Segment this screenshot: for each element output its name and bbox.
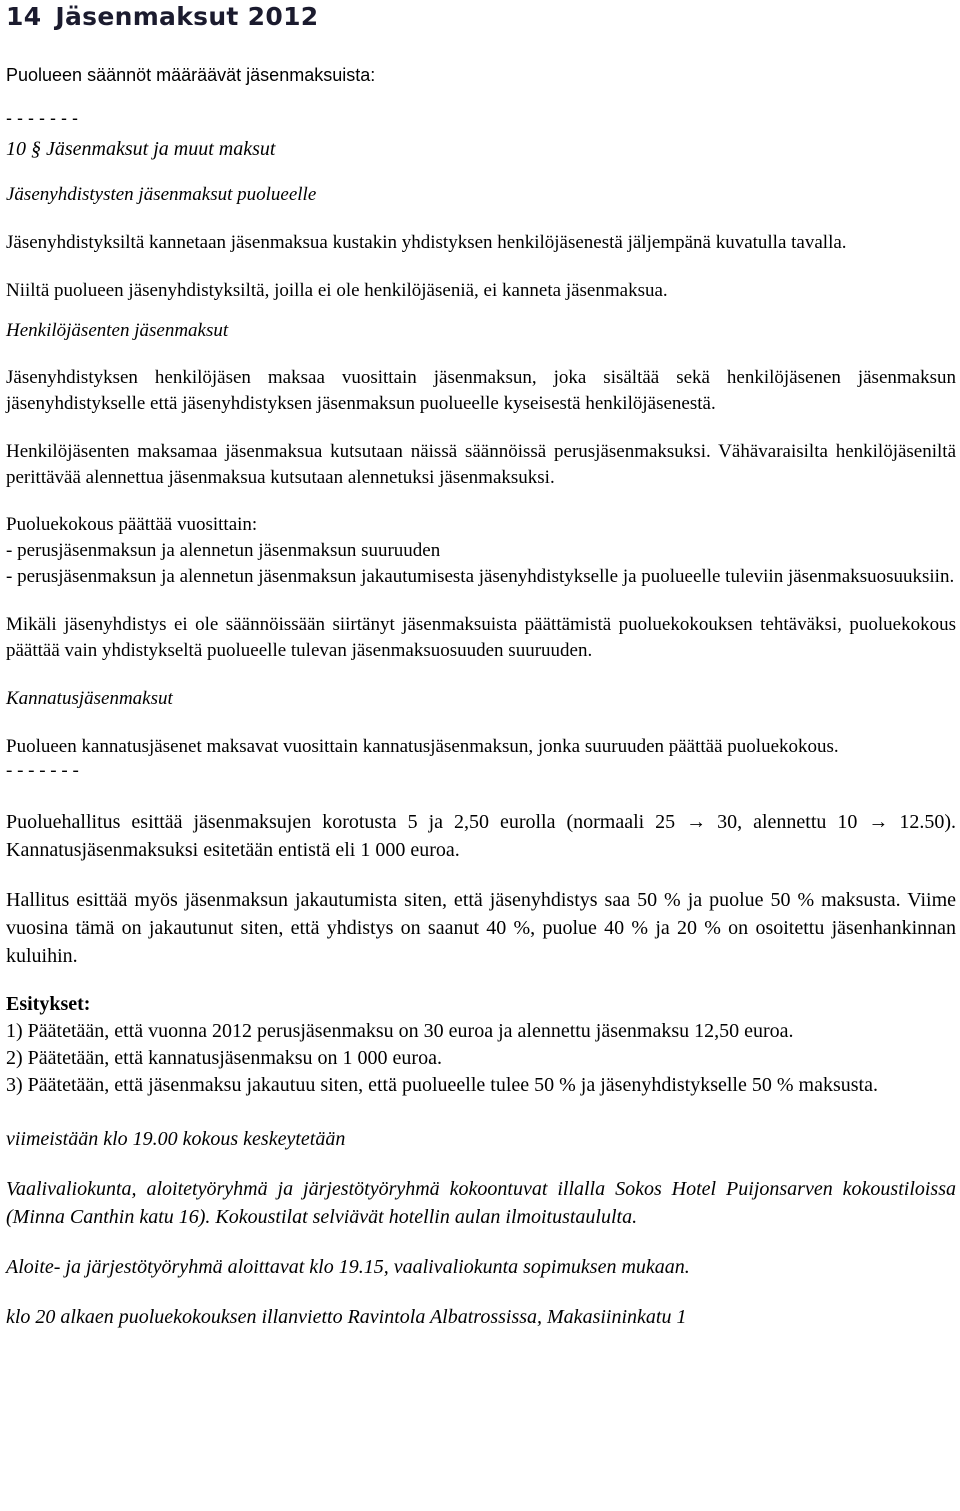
proposal-item: 1) Päätetään, että vuonna 2012 perusjäsenmaksu on 30 euroa ja alennettu jäsenmaksu 12,50 euroa. <box>6 1020 794 1042</box>
paragraph-8: Puoluehallitus esittää jäsenmaksujen korotusta 5 ja 2,50 eurolla (normaali 25 → 30, alennettu 10 → 12.50). Kannatusjäsenmaksuksi esitetään entistä eli 1 000 euroa. <box>6 811 956 861</box>
subheading-member-associations: Jäsenyhdistysten jäsenmaksut puolueelle <box>6 184 317 205</box>
paragraph-4: Henkilöjäsenten maksamaa jäsenmaksua kutsutaan näissä säännöissä perusjäsenmaksuksi. Vähävaraisilta henkilöjäseniltä perittävää alennettua jäsenmaksua kutsutaan alennetuksi jäsenmaksuksi. <box>6 441 956 488</box>
proposals-list <box>6 1018 956 1099</box>
paragraph-5-line: - perusjäsenmaksun ja alennetun jäsenmaksun jakautumisesta jäsenyhdistykselle ja puolueelle tuleviin jäsenmaksuosuuksiin. <box>6 566 955 587</box>
paragraph-9: Hallitus esittää myös jäsenmaksun jakautumista siten, että jäsenyhdistys saa 50 % ja puolue 50 % maksusta. Viime vuosina tämä on jakautunut siten, että yhdistys on saanut 40 %, puolue 40 % ja 20 % on osoitettu jäsenhankinnan kuluihin. <box>6 889 956 967</box>
paragraph-6: Mikäli jäsenyhdistys ei ole säännöissään siirtänyt jäsenmaksuista päättämistä puoluekokouksen tehtäväksi, puoluekokous päättää vain yhdistykseltä puolueelle tulevan jäsenmaksuosuuden suuruuden. <box>6 614 956 661</box>
paragraph-2: Niiltä puolueen jäsenyhdistyksiltä, joilla ei ole henkilöjäseniä, ei kanneta jäsenmaksua. <box>6 280 668 301</box>
page-title <box>6 0 956 34</box>
paragraph-5 <box>6 512 956 590</box>
note-working-groups: Aloite- ja järjestötyöryhmä aloittavat klo 19.15, vaalivaliokunta sopimuksen mukaan. <box>6 1256 690 1278</box>
note-evening-event: klo 20 alkaen puoluekokouksen illanvietto Ravintola Albatrossissa, Makasiininkatu 1 <box>6 1306 687 1328</box>
subheading-personal-members: Henkilöjäsenten jäsenmaksut <box>6 320 229 341</box>
section-number: 14 <box>6 2 42 31</box>
dash-separator: - - - - - - - <box>6 108 78 128</box>
proposal-item: 3) Päätetään, että jäsenmaksu jakautuu siten, että puolueelle tulee 50 % ja jäsenyhdistykselle 50 % maksusta. <box>6 1074 878 1096</box>
title-text: Jäsenmaksut 2012 <box>55 2 319 31</box>
subheading-supporting-members: Kannatusjäsenmaksut <box>6 688 173 709</box>
paragraph-3: Jäsenyhdistyksen henkilöjäsen maksaa vuosittain jäsenmaksun, joka sisältää sekä henkilöjäsenen jäsenmaksun jäsenyhdistykselle että jäsenyhdistyksen jäsenmaksun puolueelle kyseisestä henkilöjäsenestä. <box>6 367 956 414</box>
paragraph-1: Jäsenyhdistyksiltä kannetaan jäsenmaksua kustakin yhdistyksen henkilöjäsenestä jäljempänä kuvatulla tavalla. <box>6 232 847 253</box>
section-title: 10 § Jäsenmaksut ja muut maksut <box>6 138 276 160</box>
proposals-heading: Esitykset: <box>6 993 91 1015</box>
proposal-item: 2) Päätetään, että kannatusjäsenmaksu on 1 000 euroa. <box>6 1047 442 1069</box>
note-committees: Vaalivaliokunta, aloitetyöryhmä ja järjestötyöryhmä kokoontuvat illalla Sokos Hotel Puijonsarven kokoustiloissa (Minna Canthin katu 16). Kokoustilat selviävät hotellin aulan ilmoitustaululta. <box>6 1178 956 1228</box>
dash-separator-2: - - - - - - - <box>6 760 79 781</box>
paragraph-7: Puolueen kannatusjäsenet maksavat vuosittain kannatusjäsenmaksun, jonka suuruuden päättää puoluekokous. <box>6 736 839 757</box>
paragraph-5-line: - perusjäsenmaksun ja alennetun jäsenmaksun suuruuden <box>6 540 441 561</box>
document-page <box>6 0 956 1331</box>
note-meeting-break: viimeistään klo 19.00 kokous keskeytetään <box>6 1128 346 1150</box>
intro-text: Puolueen säännöt määräävät jäsenmaksuista: <box>6 65 376 85</box>
paragraph-5-line: Puoluekokous päättää vuosittain: <box>6 514 258 535</box>
